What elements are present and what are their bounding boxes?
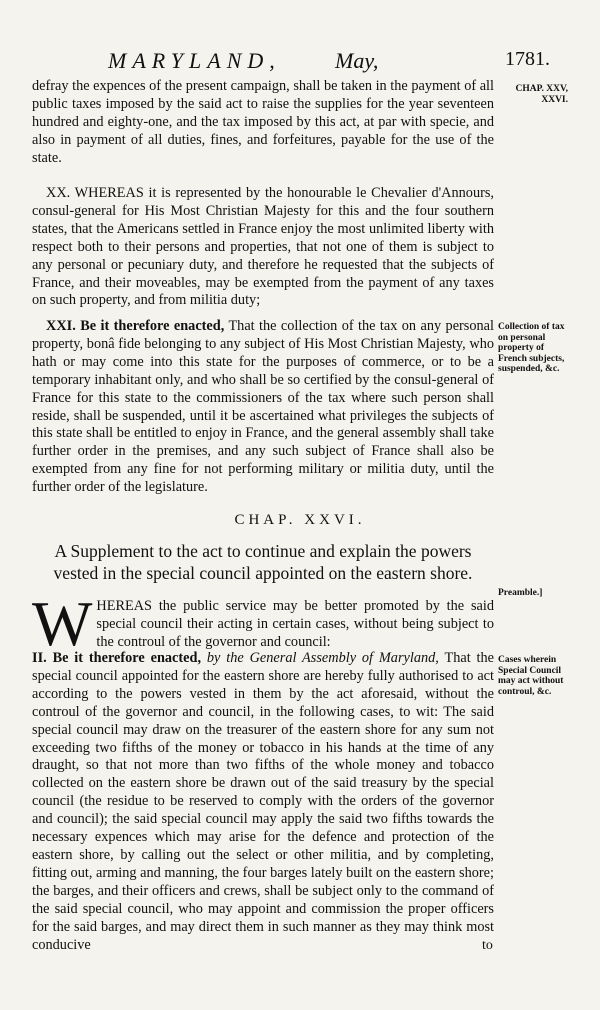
enacting-clause: XXI. Be it therefore enacted, — [46, 318, 225, 334]
margin-note-cases: Cases wherein Special Council may act without controul, &c. — [498, 655, 564, 697]
header-year: 1781. — [505, 48, 550, 70]
paragraph-text — [32, 318, 494, 497]
enacting-authority: by the General Assembly of Maryland, — [201, 650, 439, 666]
paragraph-text: defray the expences of the present campaign, shall be taken in the payment of all public taxes imposed by the said act to raise the supplies for the year seventeen hundred and eighty-one, and the tax imposed by this act, at par with specie, and also in payment of all duties, fines, and forfeitures, payable for the use of the state. — [32, 78, 494, 166]
paragraph-body: That the special council appointed for the eastern shore are hereby fully authorised to act according to the powers vested in them by the act aforesaid, without the controul of the governor and council, in the following cases, to wit: The said special council may draw on the treasurer of the eastern shore for any sum not exceeding two fifths of the money or tobacco in his hands at the time of any draught, so that not more than two fifths of the whole money and tobacco collected on the eastern shore be drawn out of the said treasury by the special council (the residue to be reserved to comply with the orders of the governor and council); the said special council may apply the said two fifths towards the necessary expences which may arise for the defence and protection of the eastern shore, by calling out the select or other militia, and by completing, fitting out, arming and manning, the four barges lately built on the eastern shore; the barges, and their officers and crews, shall be subject only to the command of the said special council, who may appoint and commission the proper officers for the said barges, and may direct them in such manner as they may think most conducive — [32, 650, 494, 953]
catchword: to — [482, 938, 493, 953]
paragraph-continuation — [32, 78, 494, 168]
paragraph-xxi — [32, 318, 494, 497]
chapter-heading: CHAP. XXVI. — [234, 512, 366, 528]
paragraph-xx — [32, 185, 494, 310]
paragraph-text — [32, 650, 494, 954]
paragraph-text: XX. WHEREAS it is represented by the honourable le Chevalier d'Annours, consul-general for His Most Christian Majesty for this and the four southern states, that the Americans settled in France enjoy the most unlimited liberty with respect both to their persons and properties, that not one of them is subject to any personal or pecuniary duty, and therefore he requested that the subjects of France, and their moveables, may be exempted from the payment of any taxes on such property, and from militia duty; — [32, 185, 494, 309]
paragraph-body: HEREAS the public service may be better promoted by the said special council their acting in certain cases, without being subject to the controul of the governor and council: — [96, 598, 494, 650]
drop-cap: W — [32, 588, 93, 659]
paragraph-ii — [32, 650, 494, 954]
header-month: May, — [335, 48, 379, 73]
margin-note-chapters: CHAP. XXV, XXVI. — [515, 84, 568, 105]
margin-note-collection: Collection of tax on personal property of French subjects, suspended, &c. — [498, 322, 565, 374]
paragraph-body: That the collection of the tax on any personal property, bonâ fide belonging to any subject of His Most Christian Majesty, who hath or may come into this state for the purposes of commerce, or to be a temporary inhabitant only, and who shall be so certified by the consul-general of France for this state to the commissioners of the tax where such person shall reside, shall be suspended, until it be ascertained what privileges the subjects of this state shall be entitled to enjoy in France, and the general assembly shall take further order in the premises, and any such subject of France shall also be exempted from any fine for not performing military or militia duty, until the further order of the legislature. — [32, 318, 494, 496]
chapter-title: A Supplement to the act to continue and explain the powers vested in the special council appointed on the eastern shore. — [53, 541, 473, 583]
header-title: MARYLAND, — [108, 48, 281, 73]
running-header — [0, 48, 600, 78]
margin-note-preamble: Preamble.] — [498, 588, 543, 598]
enacting-clause: II. Be it therefore enacted, — [32, 650, 202, 666]
